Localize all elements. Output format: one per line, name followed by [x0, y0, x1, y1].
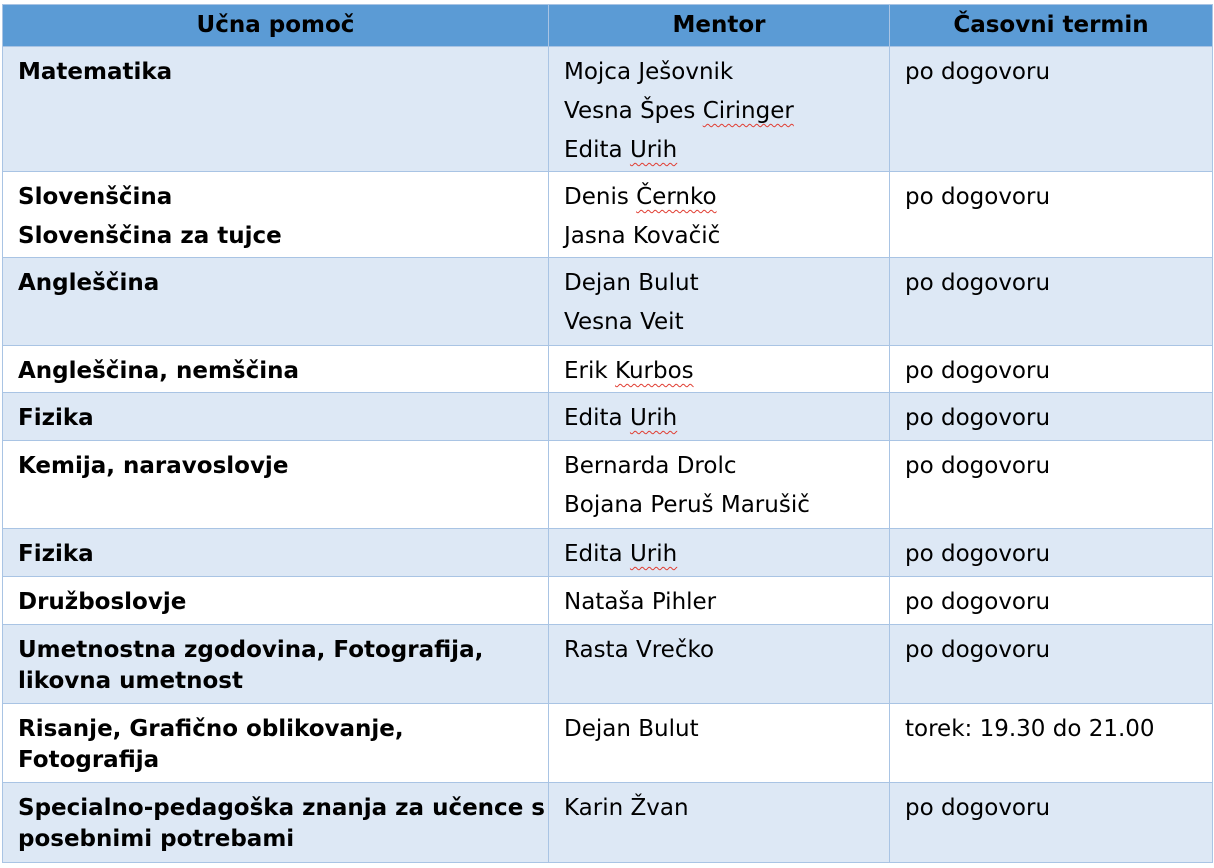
subject-cell: [3, 783, 549, 863]
mentor-first-name: Bernarda: [564, 453, 670, 479]
mentor-first-name: Vesna Špes: [564, 98, 696, 124]
subject-cell: [3, 529, 549, 577]
mentor-surname-spellcheck-flagged: Ciringer: [702, 98, 794, 124]
mentor-surname-spellcheck-flagged: Urih: [629, 541, 678, 567]
header-row: [3, 5, 1213, 47]
mentor-cell: [549, 47, 890, 172]
mentor-cell: [549, 529, 890, 577]
table-row: [3, 346, 1213, 393]
mentor-surname: Bulut: [638, 716, 699, 742]
time-slot-text: po dogovoru: [905, 405, 1051, 431]
subject-name: Umetnostna zgodovina, Fotografija,: [18, 637, 484, 663]
table-body: [3, 47, 1213, 863]
subject-name: Angleščina, nemščina: [18, 358, 300, 384]
mentor-cell: [549, 393, 890, 441]
time-slot-cell: [890, 441, 1213, 529]
mentor-first-name: Edita: [564, 541, 623, 567]
table-row: [3, 258, 1213, 346]
subject-name: likovna umetnost: [18, 668, 243, 694]
mentor-first-name: Mojca: [564, 59, 632, 85]
subject-name: Slovenščina za tujce: [18, 223, 282, 249]
mentor-surname: Kovačič: [632, 223, 721, 249]
header-mentor: Mentor: [549, 5, 890, 47]
mentor-surname: Pihler: [651, 589, 717, 615]
mentor-name: [564, 178, 889, 217]
subject-name: Angleščina: [18, 270, 160, 296]
subject-name: Matematika: [18, 59, 173, 85]
mentor-surname-spellcheck-flagged: Černko: [636, 184, 717, 210]
subject-cell: [3, 346, 549, 393]
mentor-first-name: Edita: [564, 405, 623, 431]
subject-name: Risanje, Grafično oblikovanje,: [18, 716, 404, 742]
mentor-cell: [549, 783, 890, 863]
table-row: [3, 783, 1213, 863]
tutoring-schedule-table: [2, 4, 1213, 863]
mentor-first-name: Dejan: [564, 270, 631, 296]
mentor-name: [564, 710, 889, 749]
subject-cell: [3, 258, 549, 346]
time-slot-cell: [890, 393, 1213, 441]
time-slot-cell: [890, 172, 1213, 258]
table-row: [3, 172, 1213, 258]
time-slot-text: torek: 19.30 do 21.00: [905, 716, 1155, 742]
table-row: [3, 625, 1213, 704]
subject-name: Fotografija: [18, 747, 160, 773]
subject-name: posebnimi potrebami: [18, 826, 295, 852]
mentor-surname: Veit: [640, 309, 684, 335]
mentor-cell: [549, 625, 890, 704]
time-slot-cell: [890, 625, 1213, 704]
mentor-cell: [549, 704, 890, 783]
mentor-name: [564, 535, 889, 574]
table-row: [3, 441, 1213, 529]
mentor-first-name: Vesna: [564, 309, 633, 335]
mentor-surname: Žvan: [630, 795, 689, 821]
mentor-first-name: Bojana Peruš: [564, 492, 714, 518]
mentor-first-name: Erik: [564, 358, 608, 384]
table-row: [3, 47, 1213, 172]
subject-name: Družboslovje: [18, 589, 187, 615]
mentor-first-name: Jasna: [564, 223, 626, 249]
mentor-cell: [549, 346, 890, 393]
mentor-name: [564, 352, 889, 391]
time-slot-text: po dogovoru: [905, 184, 1051, 210]
mentor-cell: [549, 577, 890, 625]
subject-name: Fizika: [18, 405, 94, 431]
mentor-cell: [549, 441, 890, 529]
subject-cell: [3, 441, 549, 529]
mentor-first-name: Edita: [564, 137, 623, 163]
subject-cell: [3, 577, 549, 625]
mentor-first-name: Karin: [564, 795, 624, 821]
header-subject: Učna pomoč: [3, 5, 549, 47]
mentor-surname: Bulut: [638, 270, 699, 296]
mentor-first-name: Denis: [564, 184, 629, 210]
time-slot-cell: [890, 704, 1213, 783]
time-slot-cell: [890, 577, 1213, 625]
mentor-name: [564, 486, 889, 525]
subject-cell: [3, 47, 549, 172]
mentor-name: [564, 53, 889, 92]
table-row: [3, 577, 1213, 625]
time-slot-cell: [890, 529, 1213, 577]
mentor-surname: Drolc: [676, 453, 737, 479]
subject-name: Slovenščina: [18, 184, 173, 210]
subject-cell: [3, 625, 549, 704]
mentor-surname-spellcheck-flagged: Kurbos: [615, 358, 694, 384]
mentor-surname-spellcheck-flagged: Urih: [629, 137, 678, 163]
mentor-surname: Ješovnik: [638, 59, 734, 85]
subject-cell: [3, 704, 549, 783]
mentor-name: [564, 303, 889, 342]
time-slot-cell: [890, 258, 1213, 346]
time-slot-cell: [890, 346, 1213, 393]
time-slot-text: po dogovoru: [905, 541, 1051, 567]
subject-name: Kemija, naravoslovje: [18, 453, 289, 479]
mentor-name: [564, 92, 889, 131]
mentor-name: [564, 789, 889, 828]
table-row: [3, 393, 1213, 441]
mentor-surname: Marušič: [720, 492, 810, 518]
time-slot-text: po dogovoru: [905, 589, 1051, 615]
subject-name: Fizika: [18, 541, 94, 567]
mentor-name: [564, 131, 889, 170]
time-slot-text: po dogovoru: [905, 270, 1051, 296]
time-slot-cell: [890, 783, 1213, 863]
time-slot-text: po dogovoru: [905, 358, 1051, 384]
mentor-first-name: Nataša: [564, 589, 645, 615]
table-header: [3, 5, 1213, 47]
mentor-name: [564, 631, 889, 670]
table-row: [3, 704, 1213, 783]
time-slot-text: po dogovoru: [905, 795, 1051, 821]
mentor-surname: Vrečko: [635, 637, 715, 663]
time-slot-text: po dogovoru: [905, 453, 1051, 479]
mentor-name: [564, 264, 889, 303]
mentor-name: [564, 583, 889, 622]
mentor-surname-spellcheck-flagged: Urih: [629, 405, 678, 431]
mentor-name: [564, 217, 889, 256]
subject-name: Specialno-pedagoška znanja za učence s: [18, 795, 545, 821]
subject-cell: [3, 172, 549, 258]
header-time-slot: Časovni termin: [890, 5, 1213, 47]
mentor-name: [564, 399, 889, 438]
time-slot-text: po dogovoru: [905, 59, 1051, 85]
mentor-cell: [549, 258, 890, 346]
mentor-cell: [549, 172, 890, 258]
mentor-first-name: Dejan: [564, 716, 631, 742]
time-slot-text: po dogovoru: [905, 637, 1051, 663]
table-row: [3, 529, 1213, 577]
mentor-first-name: Rasta: [564, 637, 629, 663]
subject-cell: [3, 393, 549, 441]
time-slot-cell: [890, 47, 1213, 172]
mentor-name: [564, 447, 889, 486]
